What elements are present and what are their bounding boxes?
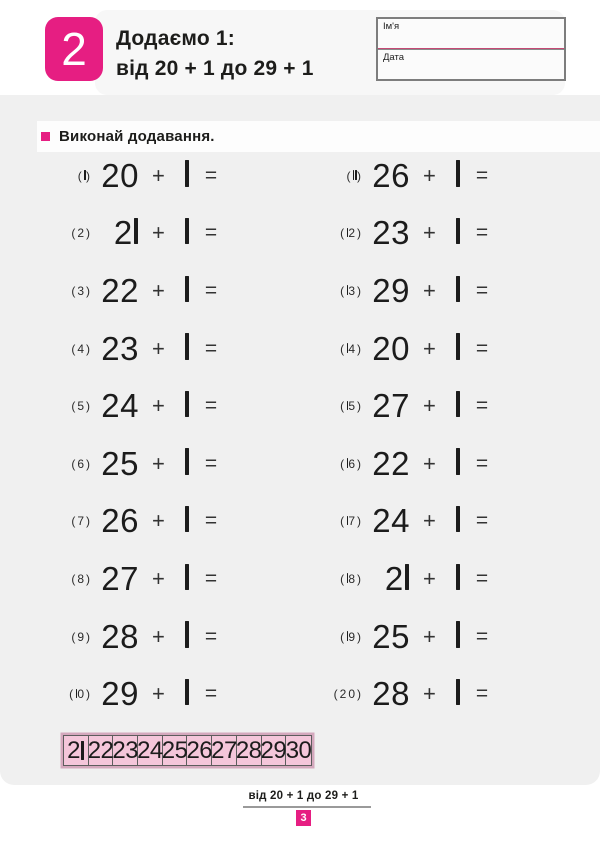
problem-index: ( 8) [340,571,363,586]
augend-number: 22 [101,271,139,309]
name-field[interactable]: Ім'я [383,21,400,32]
problem-index: ( 0) [69,687,92,702]
plus-sign: + [152,335,165,361]
numeral-one-stroke [185,621,189,647]
problem-index: ( 6) [340,456,363,471]
equals-sign: = [475,682,489,706]
augend-number: 28 [372,675,410,713]
answer-blank[interactable] [217,622,263,652]
equals-sign: = [475,163,489,187]
number-strip-cell: 28 [235,736,262,764]
numeral-one-stroke [185,564,189,590]
plus-sign: + [152,220,165,246]
augend-number: 2 [372,560,410,598]
answer-blank[interactable] [488,564,534,594]
lesson-number-badge: 2 [45,17,103,81]
number-strip-cell: 29 [260,736,287,764]
problem-row [56,435,263,493]
numeral-one-stroke [185,276,189,302]
equals-sign: = [204,566,218,590]
problem-index: (9) [71,629,92,644]
plus-sign: + [423,220,436,246]
number-strip-cell: 27 [211,736,237,764]
plus-sign: + [152,565,165,591]
equals-sign: = [475,394,489,418]
addend-number [180,618,194,656]
equals-sign: = [475,624,489,648]
addend-number [451,560,465,598]
problem-index: ( 9) [340,629,363,644]
footer-rule [243,806,371,808]
numeral-one-stroke [456,160,460,186]
addend-number [451,157,465,195]
numeral-one-stroke [456,679,460,705]
answer-blank[interactable] [488,622,534,652]
equals-sign: = [475,336,489,360]
numeral-one-stroke [347,458,348,468]
addend-number [180,157,194,195]
augend-number: 24 [372,502,410,540]
numeral-one-stroke [185,218,189,244]
addend-number [451,330,465,368]
numeral-one-stroke [185,506,189,532]
number-strip-cell: 25 [161,736,188,764]
problem-index: ( 3) [340,283,363,298]
numeral-one-stroke [347,631,348,641]
numeral-one-stroke [405,564,409,590]
numeral-one-stroke [185,333,189,359]
answer-blank[interactable] [217,391,263,421]
problems-column-right [327,147,534,723]
problem-row [56,665,263,723]
number-strip-cell: 30 [285,736,312,764]
numeral-one-stroke [456,506,460,532]
augend-number: 25 [372,617,410,655]
answer-blank[interactable] [488,449,534,479]
numeral-one-stroke [355,170,356,180]
numeral-one-stroke [347,516,348,526]
equals-sign: = [204,163,218,187]
augend-number: 20 [101,156,139,194]
numeral-one-stroke [456,564,460,590]
addend-number [451,445,465,483]
plus-sign: + [423,681,436,707]
numeral-one-stroke [347,285,348,295]
answer-blank[interactable] [488,679,534,709]
answer-blank[interactable] [217,276,263,306]
augend-number: 25 [101,444,139,482]
problem-row [327,147,534,205]
addend-number [180,387,194,425]
numeral-one-stroke [185,448,189,474]
answer-blank[interactable] [488,276,534,306]
number-strip-cell: 26 [186,736,213,764]
augend-number: 26 [372,156,410,194]
addend-number [180,502,194,540]
plus-sign: + [152,508,165,534]
plus-sign: + [152,277,165,303]
addend-number [180,272,194,310]
number-strip-cell: 22 [87,736,114,764]
answer-blank[interactable] [488,161,534,191]
plus-sign: + [423,565,436,591]
page-title-line2: від 20 + 1 до 29 + 1 [116,57,314,81]
equals-sign: = [475,509,489,533]
problem-row [56,550,263,608]
answer-blank[interactable] [217,334,263,364]
numeral-one-stroke [456,621,460,647]
problem-row [56,493,263,551]
page-number-badge: 3 [296,810,311,826]
numeral-one-stroke [81,741,84,760]
augend-number: 22 [372,444,410,482]
equals-sign: = [204,624,218,648]
addend-number [180,675,194,713]
problem-index: (3) [71,283,92,298]
augend-number: 27 [101,559,139,597]
number-strip-cell: 2 [64,736,89,765]
augend-number: 29 [101,675,139,713]
numeral-one-stroke [134,218,138,244]
plus-sign: + [152,162,165,188]
problem-index: ( 5) [340,399,363,414]
equals-sign: = [475,451,489,475]
problem-row [56,262,263,320]
numeral-one-stroke [456,391,460,417]
number-strip [63,735,312,766]
equals-sign: = [204,278,218,302]
addend-number [451,387,465,425]
equals-sign: = [204,336,218,360]
problem-index: (4) [71,341,92,356]
problem-row [327,435,534,493]
problem-row [327,493,534,551]
plus-sign: + [423,393,436,419]
addend-number [180,214,194,252]
numeral-one-stroke [84,170,85,180]
number-strip-cell: 23 [112,736,139,764]
problem-row [327,262,534,320]
addend-number [451,272,465,310]
augend-number: 2 [101,214,139,252]
numeral-one-stroke [347,401,348,411]
footer-range-label: від 20 + 1 до 29 + 1 [248,790,359,802]
numeral-one-stroke [456,276,460,302]
addend-number [451,618,465,656]
problem-row [56,377,263,435]
answer-blank[interactable] [217,161,263,191]
problem-row [56,205,263,263]
number-strip-cell: 24 [137,736,163,764]
problem-row [327,377,534,435]
numeral-one-stroke [456,448,460,474]
problem-index: ( 7) [340,514,363,529]
plus-sign: + [152,681,165,707]
addend-number [451,214,465,252]
numeral-one-stroke [347,228,348,238]
problem-index: (20) [333,687,363,702]
name-date-box [376,17,566,81]
problem-row [327,550,534,608]
equals-sign: = [475,221,489,245]
equals-sign: = [475,278,489,302]
answer-blank[interactable] [217,218,263,248]
addend-number [180,330,194,368]
augend-number: 23 [101,329,139,367]
answer-blank[interactable] [488,334,534,364]
plus-sign: + [423,623,436,649]
numeral-one-stroke [353,170,354,180]
plus-sign: + [152,450,165,476]
numeral-one-stroke [456,333,460,359]
problem-row [56,147,263,205]
addend-number [451,502,465,540]
plus-sign: + [152,393,165,419]
bullet-square-icon [41,132,50,141]
plus-sign: + [423,277,436,303]
plus-sign: + [423,508,436,534]
answer-blank[interactable] [488,391,534,421]
numeral-one-stroke [76,689,77,699]
answer-blank[interactable] [488,218,534,248]
answer-blank[interactable] [217,564,263,594]
page-title-line1: Додаємо 1: [116,27,235,50]
problem-index: ( 2) [340,226,363,241]
problem-row [56,320,263,378]
problem-row [327,665,534,723]
problem-index: (2) [71,226,92,241]
equals-sign: = [204,221,218,245]
numeral-one-stroke [185,391,189,417]
addend-number [451,675,465,713]
equals-sign: = [204,394,218,418]
problem-index: ( ) [77,168,92,183]
numeral-one-stroke [347,573,348,583]
augend-number: 28 [101,617,139,655]
numeral-one-stroke [185,679,189,705]
problem-index: ( ) [346,168,363,183]
augend-number: 24 [101,387,139,425]
date-field[interactable]: Дата [383,52,405,63]
plus-sign: + [152,623,165,649]
addend-number [180,560,194,598]
answer-blank[interactable] [217,679,263,709]
equals-sign: = [204,509,218,533]
plus-sign: + [423,335,436,361]
equals-sign: = [475,566,489,590]
page-title [116,24,314,84]
instruction-text: Виконай додавання. [59,128,215,145]
problem-index: (6) [71,456,92,471]
problem-row [327,608,534,666]
numeral-one-stroke [456,218,460,244]
problems-column-left [56,147,263,723]
problem-index: (7) [71,514,92,529]
numeral-one-stroke [347,343,348,353]
augend-number: 20 [372,329,410,367]
answer-blank[interactable] [217,506,263,536]
equals-sign: = [204,451,218,475]
augend-number: 26 [101,502,139,540]
numeral-one-stroke [185,160,189,186]
augend-number: 27 [372,387,410,425]
problem-index: ( 4) [340,341,363,356]
problem-index: (8) [71,571,92,586]
problem-row [56,608,263,666]
problem-row [327,320,534,378]
augend-number: 23 [372,214,410,252]
plus-sign: + [423,162,436,188]
problem-index: (5) [71,399,92,414]
equals-sign: = [204,682,218,706]
addend-number [180,445,194,483]
answer-blank[interactable] [217,449,263,479]
plus-sign: + [423,450,436,476]
answer-blank[interactable] [488,506,534,536]
problem-row [327,205,534,263]
augend-number: 29 [372,271,410,309]
